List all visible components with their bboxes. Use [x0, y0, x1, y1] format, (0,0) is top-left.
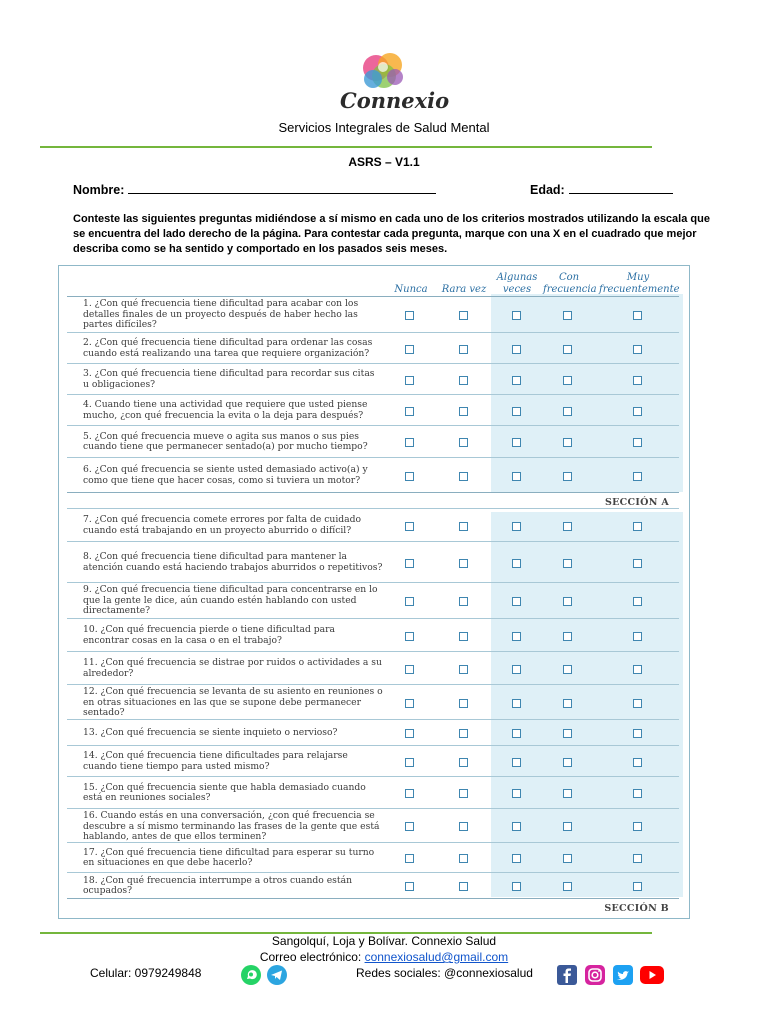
- question-text: 2. ¿Con qué frecuencia tiene dificultad para ordenar las cosas cuando está realizando una tarea que requiere organización?: [83, 337, 373, 359]
- header-divider: [40, 146, 652, 148]
- answer-checkbox[interactable]: [563, 311, 572, 320]
- question-row: [67, 582, 679, 619]
- answer-checkbox[interactable]: [512, 472, 521, 481]
- question-row: [67, 425, 679, 458]
- answer-checkbox[interactable]: [633, 438, 642, 447]
- answer-checkbox[interactable]: [563, 472, 572, 481]
- answer-checkbox[interactable]: [459, 407, 468, 416]
- answer-checkbox[interactable]: [512, 729, 521, 738]
- answer-checkbox[interactable]: [459, 438, 468, 447]
- organization-title: Servicios Integrales de Salud Mental: [278, 120, 490, 135]
- answer-checkbox[interactable]: [563, 665, 572, 674]
- answer-checkbox[interactable]: [633, 522, 642, 531]
- answer-checkbox[interactable]: [405, 376, 414, 385]
- section-b-divider: [67, 898, 679, 914]
- answer-checkbox[interactable]: [563, 407, 572, 416]
- section-a-divider: [67, 492, 679, 508]
- answer-checkbox[interactable]: [512, 597, 521, 606]
- age-field[interactable]: [530, 182, 673, 197]
- question-row: [67, 719, 679, 746]
- answer-checkbox[interactable]: [459, 345, 468, 354]
- question-row: [67, 332, 679, 364]
- answer-checkbox[interactable]: [405, 472, 414, 481]
- answer-checkbox[interactable]: [512, 882, 521, 891]
- answer-checkbox[interactable]: [405, 522, 414, 531]
- answer-checkbox[interactable]: [459, 758, 468, 767]
- section-b-label: SECCIÓN B: [604, 903, 669, 914]
- logo-text: Connexio: [340, 88, 450, 113]
- answer-checkbox[interactable]: [405, 882, 414, 891]
- answer-checkbox[interactable]: [563, 559, 572, 568]
- answer-checkbox[interactable]: [405, 789, 414, 798]
- question-row: [67, 363, 679, 395]
- answer-checkbox[interactable]: [633, 854, 642, 863]
- question-row: [67, 394, 679, 426]
- question-text: 5. ¿Con qué frecuencia mueve o agita sus manos o sus pies cuando tiene que permanecer sentado(a) por mucho tiempo?: [83, 430, 368, 452]
- answer-checkbox[interactable]: [405, 854, 414, 863]
- answer-checkbox[interactable]: [512, 559, 521, 568]
- answer-checkbox[interactable]: [633, 597, 642, 606]
- footer-phone: Celular: 0979249848: [90, 966, 202, 980]
- answer-checkbox[interactable]: [459, 472, 468, 481]
- answer-checkbox[interactable]: [459, 665, 468, 674]
- question-text: 12. ¿Con qué frecuencia se levanta de su asiento en reuniones o en otras situaciones en las que se supone debe permanecer sentado?: [83, 686, 383, 718]
- answer-checkbox[interactable]: [512, 699, 521, 708]
- question-row: [67, 541, 679, 583]
- answer-checkbox[interactable]: [405, 665, 414, 674]
- answer-checkbox[interactable]: [512, 311, 521, 320]
- answer-checkbox[interactable]: [633, 665, 642, 674]
- answer-checkbox[interactable]: [633, 789, 642, 798]
- footer-social-handle: Redes sociales: @connexiosalud: [356, 966, 533, 980]
- question-text: 9. ¿Con qué frecuencia tiene dificultad para concentrarse en lo que la gente le dice, aún cuando estén hablando con usted directamente?: [83, 584, 378, 617]
- question-text: 16. Cuando estás en una conversación, ¿con qué frecuencia se descubre a sí mismo terminando las frases de la gente que está hablando, antes de que ellos terminen?: [83, 810, 380, 842]
- question-text: 14. ¿Con qué frecuencia tiene dificultades para relajarse cuando tiene tiempo para usted mismo?: [83, 750, 348, 772]
- answer-checkbox[interactable]: [459, 632, 468, 641]
- age-input-line[interactable]: [569, 182, 673, 194]
- question-text: 18. ¿Con qué frecuencia interrumpe a otros cuando están ocupados?: [83, 874, 352, 896]
- answer-checkbox[interactable]: [405, 729, 414, 738]
- question-text: 7. ¿Con qué frecuencia comete errores por falta de cuidado cuando está trabajando en un proyecto aburrido o difícil?: [83, 514, 362, 536]
- answer-checkbox[interactable]: [405, 559, 414, 568]
- answer-checkbox[interactable]: [563, 632, 572, 641]
- answer-checkbox[interactable]: [405, 407, 414, 416]
- answer-checkbox[interactable]: [563, 699, 572, 708]
- twitter-icon[interactable]: [612, 964, 634, 986]
- question-row: [67, 872, 679, 899]
- answer-checkbox[interactable]: [459, 311, 468, 320]
- whatsapp-icon[interactable]: [240, 964, 262, 986]
- instructions: Conteste las siguientes preguntas midiéndose a sí mismo en cada uno de los criterios mostrados utilizando la escala que se encuentra del lado derecho de la página. Para contestar cada pregunta, marque con una X en el cuadrado que mejor describa como se ha sentido y comportado en los pasados seis meses.: [73, 213, 710, 255]
- question-row: [67, 457, 679, 493]
- question-row: [67, 776, 679, 809]
- instagram-icon[interactable]: [584, 964, 606, 986]
- answer-checkbox[interactable]: [405, 699, 414, 708]
- answer-checkbox[interactable]: [405, 438, 414, 447]
- connexio-logo: [340, 48, 450, 118]
- question-row: [67, 618, 679, 652]
- answer-checkbox[interactable]: [405, 597, 414, 606]
- answer-checkbox[interactable]: [563, 822, 572, 831]
- answer-checkbox[interactable]: [633, 407, 642, 416]
- footer-email-line: [0, 950, 768, 964]
- answer-checkbox[interactable]: [512, 854, 521, 863]
- answer-checkbox[interactable]: [563, 597, 572, 606]
- answer-checkbox[interactable]: [563, 522, 572, 531]
- section-a-label: SECCIÓN A: [604, 497, 669, 508]
- answer-checkbox[interactable]: [512, 822, 521, 831]
- question-row: [67, 296, 679, 333]
- question-row: [67, 508, 679, 542]
- asrs-questionnaire: [58, 265, 690, 919]
- answer-checkbox[interactable]: [563, 758, 572, 767]
- answer-checkbox[interactable]: [512, 345, 521, 354]
- email-label: Correo electrónico:: [259, 950, 362, 964]
- answer-checkbox[interactable]: [405, 632, 414, 641]
- answer-checkbox[interactable]: [563, 376, 572, 385]
- answer-checkbox[interactable]: [459, 729, 468, 738]
- question-text: 13. ¿Con qué frecuencia se siente inquieto o nervioso?: [83, 726, 338, 738]
- question-text: 8. ¿Con qué frecuencia tiene dificultad para mantener la atención cuando está haciendo trabajos aburridos o repetitivos?: [83, 551, 383, 573]
- question-row: [67, 808, 679, 843]
- question-text: 11. ¿Con qué frecuencia se distrae por ruidos o actividades a su alrededor?: [83, 657, 382, 679]
- name-label: Nombre:: [73, 183, 125, 197]
- answer-checkbox[interactable]: [459, 789, 468, 798]
- scale-header-nunca: Nunca: [394, 284, 428, 295]
- answer-checkbox[interactable]: [633, 559, 642, 568]
- scale-header-rara-vez: Rara vez: [441, 284, 487, 295]
- question-row: [67, 842, 679, 873]
- answer-checkbox[interactable]: [563, 345, 572, 354]
- answer-checkbox[interactable]: [563, 789, 572, 798]
- question-row: [67, 684, 679, 720]
- telegram-icon[interactable]: [266, 964, 288, 986]
- scale-header-algunas-veces: Algunas veces: [496, 272, 538, 295]
- answer-checkbox[interactable]: [459, 822, 468, 831]
- answer-checkbox[interactable]: [405, 311, 414, 320]
- answer-checkbox[interactable]: [512, 632, 521, 641]
- answer-checkbox[interactable]: [459, 559, 468, 568]
- question-text: 15. ¿Con qué frecuencia siente que habla demasiado cuando está en reuniones sociales?: [83, 781, 366, 803]
- answer-checkbox[interactable]: [405, 758, 414, 767]
- answer-checkbox[interactable]: [633, 632, 642, 641]
- answer-checkbox[interactable]: [405, 822, 414, 831]
- name-field[interactable]: [73, 182, 436, 197]
- facebook-icon[interactable]: [556, 964, 578, 986]
- answer-checkbox[interactable]: [563, 729, 572, 738]
- answer-checkbox[interactable]: [459, 882, 468, 891]
- answer-checkbox[interactable]: [633, 822, 642, 831]
- answer-checkbox[interactable]: [633, 882, 642, 891]
- question-row: [67, 651, 679, 685]
- answer-checkbox[interactable]: [459, 597, 468, 606]
- email-link[interactable]: connexiosalud@gmail.com: [364, 950, 509, 964]
- answer-checkbox[interactable]: [633, 376, 642, 385]
- answer-checkbox[interactable]: [459, 699, 468, 708]
- footer-address: Sangolquí, Loja y Bolívar. Connexio Salud: [271, 934, 497, 948]
- name-input-line[interactable]: [128, 182, 436, 194]
- answer-checkbox[interactable]: [512, 438, 521, 447]
- answer-checkbox[interactable]: [633, 472, 642, 481]
- question-text: 1. ¿Con qué frecuencia tiene dificultad para acabar con los detalles finales de un proyecto después de haber hecho las partes difíciles?: [83, 298, 359, 331]
- answer-checkbox[interactable]: [633, 758, 642, 767]
- youtube-icon[interactable]: [640, 966, 664, 984]
- answer-checkbox[interactable]: [633, 311, 642, 320]
- question-text: 4. Cuando tiene una actividad que requiere que usted piense mucho, ¿con qué frecuencia la evita o la deja para después?: [83, 399, 368, 421]
- answer-checkbox[interactable]: [633, 699, 642, 708]
- scale-header-muy-frecuentemente: Muy frecuentemente: [599, 272, 680, 295]
- age-label: Edad:: [530, 183, 565, 197]
- answer-checkbox[interactable]: [405, 345, 414, 354]
- answer-checkbox[interactable]: [563, 854, 572, 863]
- question-text: 10. ¿Con qué frecuencia pierde o tiene dificultad para encontrar cosas en la casa o en el trabajo?: [83, 624, 335, 646]
- answer-checkbox[interactable]: [459, 376, 468, 385]
- question-text: 17. ¿Con qué frecuencia tiene dificultad para esperar su turno en situaciones en que debe hacerlo?: [83, 846, 375, 868]
- answer-checkbox[interactable]: [512, 522, 521, 531]
- answer-checkbox[interactable]: [459, 522, 468, 531]
- answer-checkbox[interactable]: [512, 376, 521, 385]
- answer-checkbox[interactable]: [512, 789, 521, 798]
- answer-checkbox[interactable]: [563, 882, 572, 891]
- form-title: ASRS – V1.1: [348, 155, 420, 169]
- logo-flower-icon: [340, 48, 430, 92]
- answer-checkbox[interactable]: [563, 438, 572, 447]
- answer-checkbox[interactable]: [633, 729, 642, 738]
- question-text: 3. ¿Con qué frecuencia tiene dificultad para recordar sus citas u obligaciones?: [83, 368, 375, 390]
- answer-checkbox[interactable]: [512, 758, 521, 767]
- scale-header-con-frecuencia: Con frecuencia: [543, 272, 597, 295]
- answer-checkbox[interactable]: [512, 407, 521, 416]
- question-text: 6. ¿Con qué frecuencia se siente usted demasiado activo(a) y como que tiene que hacer cosas, como si tuviera un motor?: [83, 464, 368, 486]
- answer-checkbox[interactable]: [512, 665, 521, 674]
- question-row: [67, 745, 679, 777]
- answer-checkbox[interactable]: [459, 854, 468, 863]
- answer-checkbox[interactable]: [633, 345, 642, 354]
